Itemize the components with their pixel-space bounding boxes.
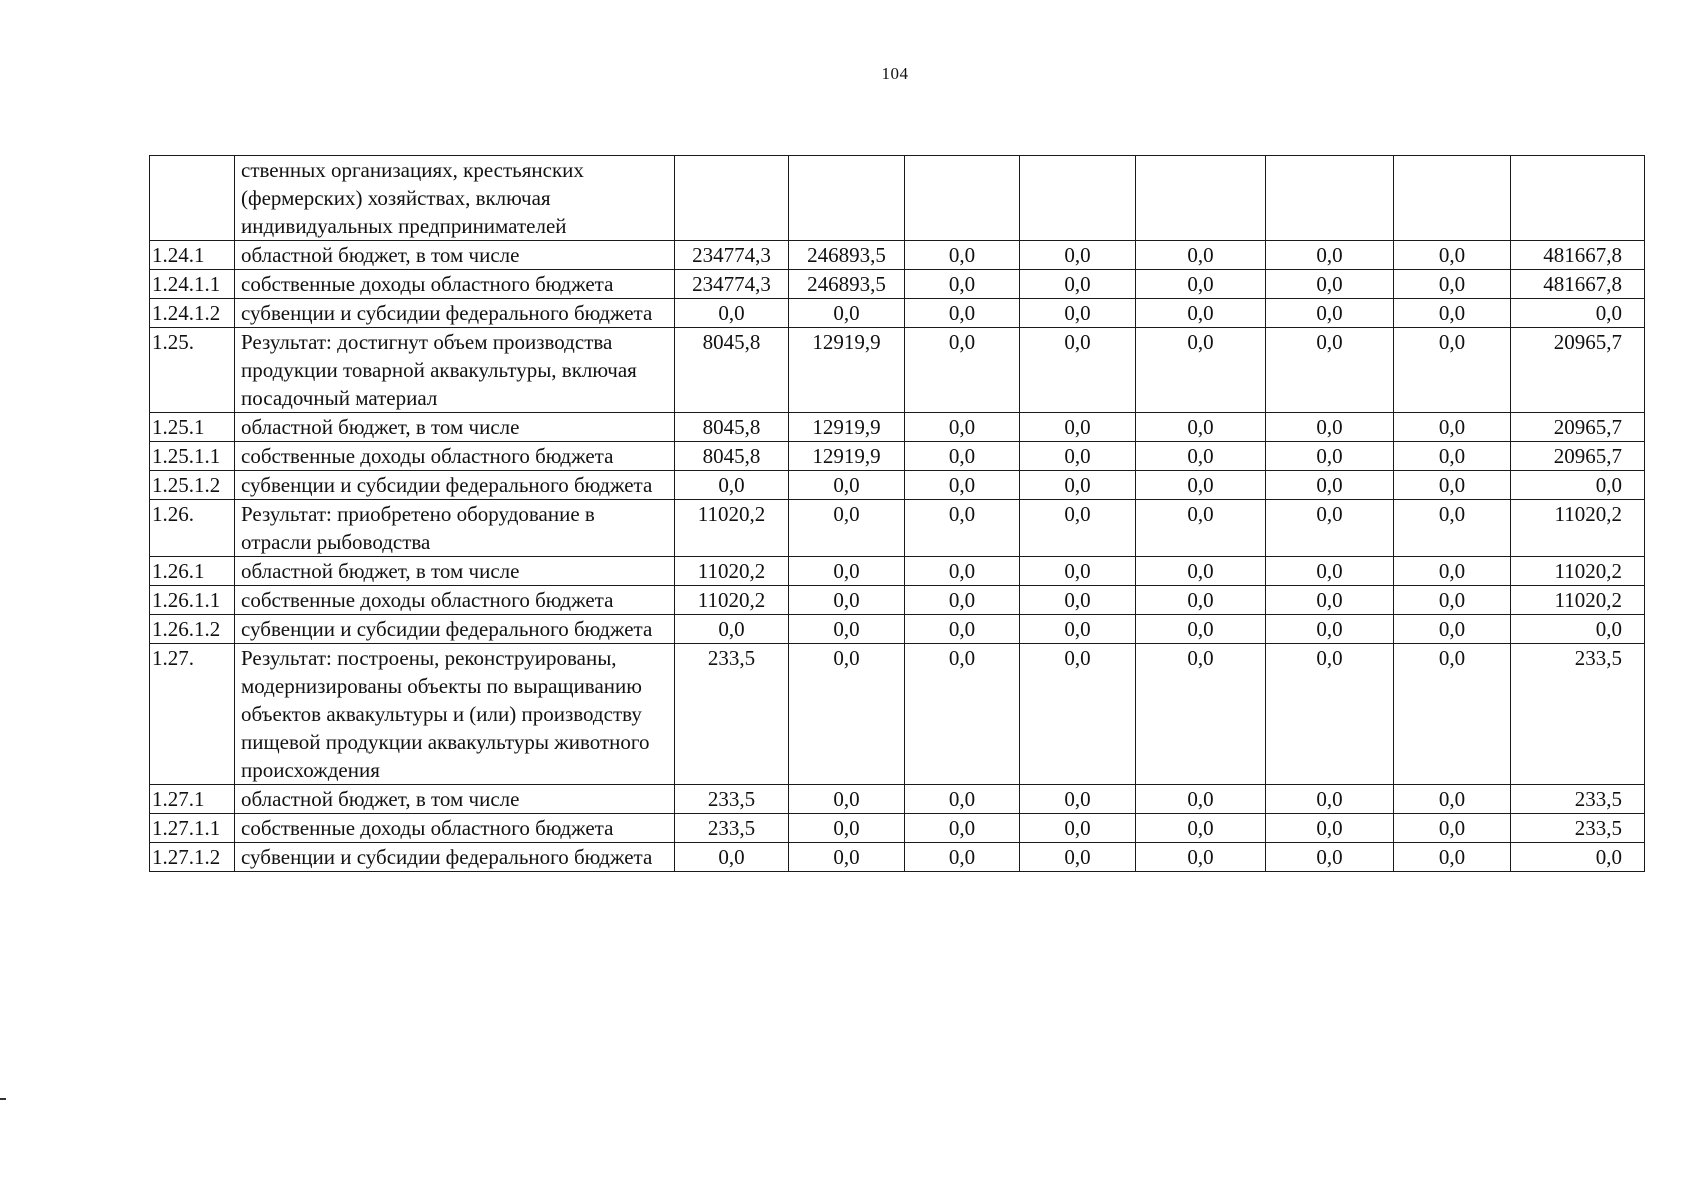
row-value: 0,0	[1394, 615, 1511, 644]
row-value: 0,0	[905, 785, 1020, 814]
row-total-value: 233,5	[1511, 785, 1645, 814]
row-value: 0,0	[905, 328, 1020, 413]
row-description: субвенции и субсидии федерального бюджета	[235, 299, 675, 328]
row-code: 1.27.1.2	[150, 843, 235, 872]
row-value: 0,0	[1020, 644, 1136, 785]
row-value: 0,0	[1136, 644, 1266, 785]
row-value: 0,0	[905, 586, 1020, 615]
row-value: 0,0	[1394, 814, 1511, 843]
row-description: областной бюджет, в том числе	[235, 413, 675, 442]
row-value: 0,0	[1136, 843, 1266, 872]
table-row	[150, 785, 1645, 814]
row-value: 0,0	[1020, 413, 1136, 442]
row-total-value: 20965,7	[1511, 442, 1645, 471]
row-value: 0,0	[1136, 586, 1266, 615]
row-value: 0,0	[1020, 785, 1136, 814]
row-description: Результат: построены, реконструированы, модернизированы объекты по выращиванию объектов аквакультуры и (или) производству пищевой продукции аквакультуры животного происхождения	[235, 644, 675, 785]
row-code: 1.26.	[150, 500, 235, 557]
row-code: 1.26.1	[150, 557, 235, 586]
row-value: 0,0	[905, 299, 1020, 328]
row-value: 0,0	[789, 785, 905, 814]
row-code: 1.25.1.1	[150, 442, 235, 471]
table-row	[150, 270, 1645, 299]
row-value	[789, 156, 905, 241]
row-code: 1.24.1.2	[150, 299, 235, 328]
row-value: 0,0	[905, 615, 1020, 644]
table-row	[150, 500, 1645, 557]
row-code: 1.27.1	[150, 785, 235, 814]
row-value: 0,0	[905, 241, 1020, 270]
row-value: 0,0	[1266, 471, 1394, 500]
table-row	[150, 471, 1645, 500]
row-value: 246893,5	[789, 270, 905, 299]
row-value: 0,0	[1394, 471, 1511, 500]
row-description: собственные доходы областного бюджета	[235, 814, 675, 843]
row-value: 0,0	[1266, 586, 1394, 615]
row-value: 0,0	[1020, 500, 1136, 557]
row-description: областной бюджет, в том числе	[235, 241, 675, 270]
row-value: 0,0	[1266, 785, 1394, 814]
table-row	[150, 644, 1645, 785]
table-row	[150, 843, 1645, 872]
row-value: 0,0	[789, 843, 905, 872]
row-value: 12919,9	[789, 328, 905, 413]
row-code: 1.24.1.1	[150, 270, 235, 299]
row-value: 0,0	[1266, 557, 1394, 586]
row-code: 1.24.1	[150, 241, 235, 270]
row-value: 246893,5	[789, 241, 905, 270]
row-value: 0,0	[789, 586, 905, 615]
row-value: 0,0	[905, 843, 1020, 872]
row-value: 12919,9	[789, 413, 905, 442]
row-value: 0,0	[1020, 557, 1136, 586]
row-value: 0,0	[905, 557, 1020, 586]
row-value: 0,0	[1136, 328, 1266, 413]
row-value: 0,0	[1266, 299, 1394, 328]
row-value: 0,0	[1136, 500, 1266, 557]
row-value: 12919,9	[789, 442, 905, 471]
row-value: 0,0	[1020, 241, 1136, 270]
row-value: 0,0	[1136, 557, 1266, 586]
table-row	[150, 557, 1645, 586]
table-row	[150, 615, 1645, 644]
row-description: Результат: приобретено оборудование в отрасли рыбоводства	[235, 500, 675, 557]
row-total-value: 0,0	[1511, 843, 1645, 872]
row-value: 0,0	[1020, 615, 1136, 644]
row-total-value: 20965,7	[1511, 413, 1645, 442]
row-value: 0,0	[1020, 270, 1136, 299]
row-value: 0,0	[1136, 270, 1266, 299]
row-value: 0,0	[905, 471, 1020, 500]
row-total-value: 0,0	[1511, 615, 1645, 644]
table-row	[150, 241, 1645, 270]
row-value: 0,0	[1266, 500, 1394, 557]
row-total-value: 481667,8	[1511, 270, 1645, 299]
row-value: 0,0	[789, 814, 905, 843]
margin-mark	[0, 1098, 6, 1100]
row-total-value: 11020,2	[1511, 586, 1645, 615]
row-description: собственные доходы областного бюджета	[235, 270, 675, 299]
row-value: 233,5	[675, 814, 789, 843]
row-value	[675, 156, 789, 241]
budget-table	[149, 155, 1645, 872]
row-description: областной бюджет, в том числе	[235, 557, 675, 586]
row-code: 1.25.	[150, 328, 235, 413]
row-value	[1394, 156, 1511, 241]
row-total-value: 233,5	[1511, 644, 1645, 785]
row-value: 0,0	[1266, 413, 1394, 442]
row-value: 0,0	[1266, 615, 1394, 644]
row-description: субвенции и субсидии федерального бюджета	[235, 471, 675, 500]
row-value	[1136, 156, 1266, 241]
table-row	[150, 586, 1645, 615]
row-value: 0,0	[1394, 557, 1511, 586]
row-value: 0,0	[1020, 299, 1136, 328]
row-value: 0,0	[1020, 814, 1136, 843]
row-value: 0,0	[905, 442, 1020, 471]
row-value: 0,0	[1266, 241, 1394, 270]
row-value: 0,0	[905, 644, 1020, 785]
row-value: 0,0	[789, 644, 905, 785]
table-row	[150, 814, 1645, 843]
row-value: 11020,2	[675, 500, 789, 557]
row-value: 0,0	[1394, 644, 1511, 785]
row-value: 11020,2	[675, 586, 789, 615]
row-value: 0,0	[1266, 843, 1394, 872]
table-row	[150, 328, 1645, 413]
row-value: 0,0	[1020, 442, 1136, 471]
row-value: 0,0	[789, 471, 905, 500]
row-value: 0,0	[1136, 615, 1266, 644]
row-value: 0,0	[675, 615, 789, 644]
row-value: 0,0	[1394, 241, 1511, 270]
row-value: 234774,3	[675, 270, 789, 299]
table-body	[150, 156, 1645, 872]
row-value: 0,0	[675, 299, 789, 328]
row-value: 0,0	[1020, 586, 1136, 615]
row-value: 0,0	[1136, 785, 1266, 814]
row-value: 0,0	[1394, 299, 1511, 328]
row-description: субвенции и субсидии федерального бюджета	[235, 615, 675, 644]
row-value: 0,0	[1394, 270, 1511, 299]
row-code: 1.27.	[150, 644, 235, 785]
row-value: 0,0	[789, 299, 905, 328]
row-value: 0,0	[1394, 328, 1511, 413]
row-value: 0,0	[675, 843, 789, 872]
row-description: ственных организациях, крестьянских (фермерских) хозяйствах, включая индивидуальных предпринимателей	[235, 156, 675, 241]
row-value: 0,0	[905, 814, 1020, 843]
row-total-value: 481667,8	[1511, 241, 1645, 270]
row-description: собственные доходы областного бюджета	[235, 442, 675, 471]
table-row	[150, 156, 1645, 241]
row-total-value: 11020,2	[1511, 500, 1645, 557]
row-code: 1.25.1.2	[150, 471, 235, 500]
row-description: собственные доходы областного бюджета	[235, 586, 675, 615]
row-value: 0,0	[1136, 442, 1266, 471]
row-total-value: 20965,7	[1511, 328, 1645, 413]
row-code: 1.27.1.1	[150, 814, 235, 843]
row-value: 0,0	[1266, 644, 1394, 785]
row-value: 0,0	[1394, 785, 1511, 814]
row-value: 234774,3	[675, 241, 789, 270]
row-value: 0,0	[1136, 814, 1266, 843]
row-value: 0,0	[1020, 471, 1136, 500]
row-code: 1.26.1.2	[150, 615, 235, 644]
row-value: 233,5	[675, 644, 789, 785]
table-row	[150, 299, 1645, 328]
row-value: 0,0	[1136, 299, 1266, 328]
row-value: 0,0	[789, 500, 905, 557]
row-value: 0,0	[905, 500, 1020, 557]
row-value: 0,0	[1394, 413, 1511, 442]
row-value: 0,0	[905, 413, 1020, 442]
row-value: 0,0	[1136, 413, 1266, 442]
row-value: 0,0	[1394, 442, 1511, 471]
row-value: 0,0	[1136, 471, 1266, 500]
row-total-value	[1511, 156, 1645, 241]
row-total-value: 0,0	[1511, 471, 1645, 500]
row-description: областной бюджет, в том числе	[235, 785, 675, 814]
row-code: 1.26.1.1	[150, 586, 235, 615]
row-value: 0,0	[1020, 843, 1136, 872]
row-value: 0,0	[1136, 241, 1266, 270]
row-value: 0,0	[905, 270, 1020, 299]
row-value: 0,0	[1394, 586, 1511, 615]
row-value: 0,0	[1266, 442, 1394, 471]
row-value: 0,0	[1394, 500, 1511, 557]
row-value: 0,0	[1266, 328, 1394, 413]
row-value: 233,5	[675, 785, 789, 814]
row-code: 1.25.1	[150, 413, 235, 442]
row-description: субвенции и субсидии федерального бюджета	[235, 843, 675, 872]
row-value	[1266, 156, 1394, 241]
table-row	[150, 442, 1645, 471]
row-value: 0,0	[1020, 328, 1136, 413]
row-value	[1020, 156, 1136, 241]
row-total-value: 0,0	[1511, 299, 1645, 328]
row-value: 8045,8	[675, 442, 789, 471]
page-number: 104	[881, 64, 909, 83]
row-description: Результат: достигнут объем производства продукции товарной аквакультуры, включая посадочный материал	[235, 328, 675, 413]
row-value: 0,0	[1394, 843, 1511, 872]
row-value: 0,0	[1266, 814, 1394, 843]
row-value: 0,0	[789, 557, 905, 586]
row-value: 0,0	[1266, 270, 1394, 299]
row-total-value: 233,5	[1511, 814, 1645, 843]
row-value: 0,0	[789, 615, 905, 644]
row-value	[905, 156, 1020, 241]
table-row	[150, 413, 1645, 442]
row-value: 0,0	[675, 471, 789, 500]
row-code	[150, 156, 235, 241]
row-value: 11020,2	[675, 557, 789, 586]
row-value: 8045,8	[675, 413, 789, 442]
row-total-value: 11020,2	[1511, 557, 1645, 586]
row-value: 8045,8	[675, 328, 789, 413]
